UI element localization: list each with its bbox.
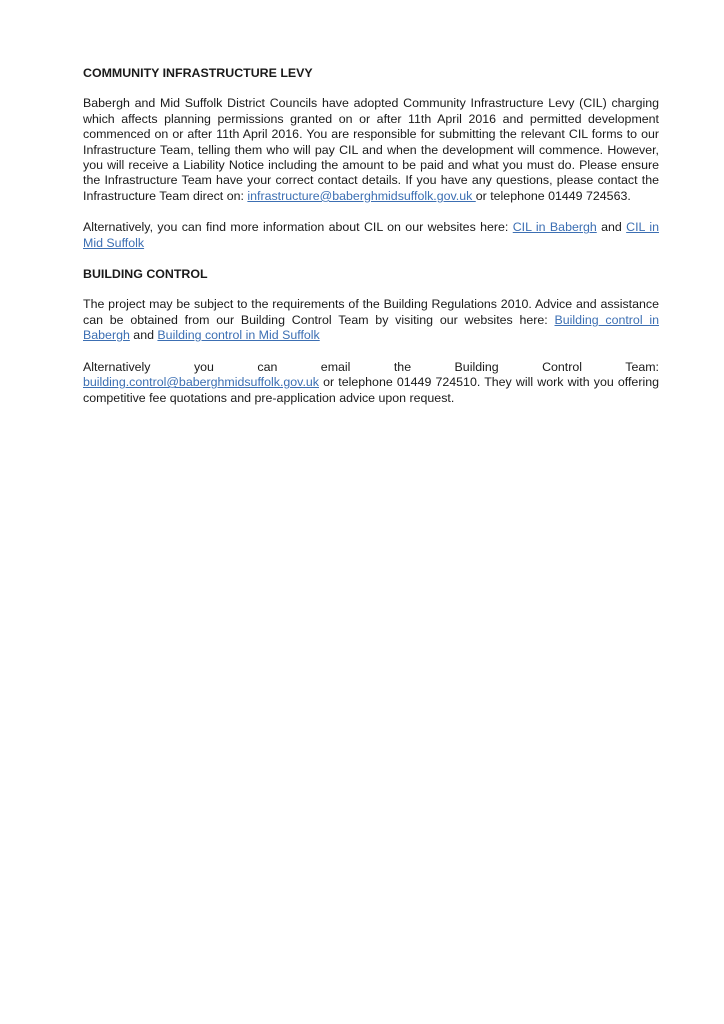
building-control-paragraph-1 <box>83 297 659 343</box>
document-page <box>83 66 659 422</box>
cil-telephone-text: or telephone 01449 724563. <box>475 188 631 203</box>
building-control-telephone-text: or telephone 01449 724510. They will work with you offering competitive fee quotations and pre-application advice upon request. <box>83 375 659 405</box>
building-control-heading: BUILDING CONTROL <box>83 267 208 282</box>
cil-paragraph-2-text: Alternatively, you can find more information about CIL on our websites here: <box>83 220 513 235</box>
cil-heading: COMMUNITY INFRASTRUCTURE LEVY <box>83 66 313 80</box>
and-text: and <box>129 328 158 343</box>
building-control-paragraph-1-text: The project may be subject to the requirements of the Building Regulations 2010. Advice and assistance can be obtained from our Building Control Team by visiting our websites here: <box>83 297 659 327</box>
cil-mid-suffolk-link[interactable]: CIL in Mid Suffolk <box>83 220 659 250</box>
cil-paragraph-2 <box>83 220 659 251</box>
infrastructure-email-link[interactable]: infrastructure@baberghmidsuffolk.gov.uk <box>247 188 476 203</box>
building-control-email-intro: Alternatively you can email the Building Control Team: <box>83 359 659 374</box>
building-control-email-link[interactable]: building.control@baberghmidsuffolk.gov.uk <box>83 375 319 390</box>
building-control-paragraph-2 <box>83 360 659 406</box>
building-control-mid-suffolk-link[interactable]: Building control in Mid Suffolk <box>157 328 320 343</box>
cil-babergh-link[interactable]: CIL in Babergh <box>512 220 597 235</box>
cil-paragraph-1-text: Babergh and Mid Suffolk District Councils have adopted Community Infrastructure Levy (CIL) charging which affects planning permissions granted on or after 11th April 2016 and permitted development commenced on or after 11th April 2016. You are responsible for submitting the relevant CIL forms to our Infrastructure Team, telling them who will pay CIL and when the development will commence. However, you will receive a Liability Notice including the amount to be paid and what you must do. Please ensure the Infrastructure Team have your correct contact details. If you have any questions, please contact the Infrastructure Team direct on: <box>83 96 659 203</box>
and-text: and <box>596 220 627 235</box>
building-control-babergh-link[interactable]: Building control in Babergh <box>83 312 659 343</box>
cil-paragraph-1 <box>83 96 659 204</box>
